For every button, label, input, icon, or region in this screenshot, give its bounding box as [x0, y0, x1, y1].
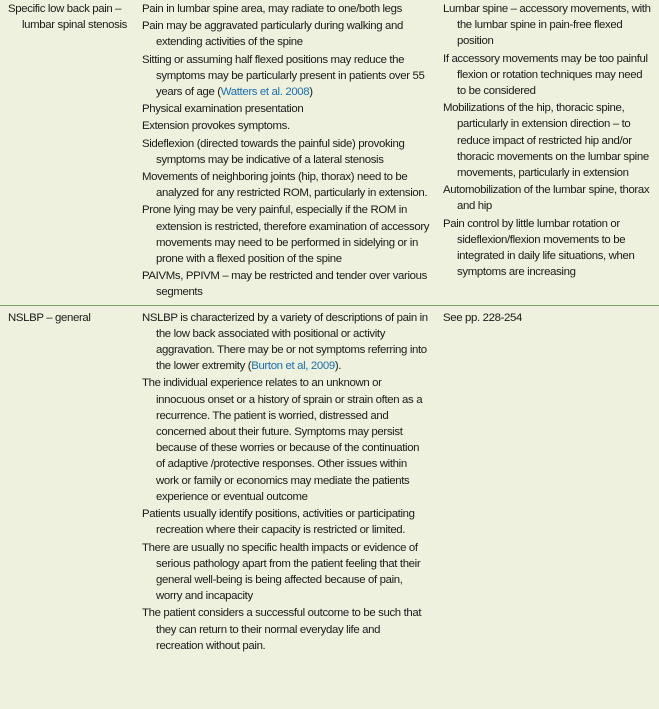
list-item: Patients usually identify positions, activities or participating recreation where their capacity is restricted or limited. [142, 508, 415, 537]
list-item: The individual experience relates to an unknown or innocuous onset or a history of sprain or strain often as a recurrence. The patient is worried, distressed and concerned about their future. Symptoms may persist because of these worries or because of the continuation of adaptive /protective responses. Other issues within work or family or economics may mediate the patients experience or eventual outcome [142, 377, 423, 503]
list-item: Mobilizations of the hip, thoracic spine, particularly in extension direction – to reduce impact of restricted hip and/or thoracic movements on the lumbar spine movements, particularly in extension [443, 102, 649, 180]
list-item: PAIVMs, PPIVM – may be restricted and tender over various segments [142, 270, 427, 299]
list-item: The patient considers a successful outcome to be such that they can return to their normal everyday life and recreation without pain. [142, 607, 422, 652]
list-item: Automobilization of the lumbar spine, thorax and hip [443, 184, 650, 213]
entry-text: NSLBP is characterized by a variety of descriptions of pain in the low back associated with positional or activity aggravation. There may be or not symptoms referring into the lower extremity ( [142, 311, 428, 373]
list-item: Extension provokes symptoms. [142, 120, 290, 133]
table-row [0, 0, 659, 305]
list-item: Physical examination presentation [142, 103, 304, 116]
list-item: Pain may be aggravated particularly during walking and extending activities of the spine [142, 20, 403, 49]
condition-cell [0, 0, 136, 305]
list-item: Prone lying may be very painful, especially if the ROM in extension is restricted, therefore examination of accessory movements may need to be performed in sidelying or in prone with a flexed position of the spine [142, 204, 430, 266]
condition-label: NSLBP – general [8, 311, 91, 324]
condition-cell [0, 305, 136, 655]
list-item: If accessory movements may be too painful flexion or rotation techniques may need to be considered [443, 52, 648, 98]
list-item: Movements of neighboring joints (hip, thorax) need to be analyzed for any restricted ROM, particularly in extension. [142, 171, 428, 200]
condition-label: Specific low back pain – lumbar spinal stenosis [8, 3, 127, 32]
presentation-cell [136, 0, 436, 305]
list-item: Pain control by little lumbar rotation or sideflexion/flexion movements to be integrated in daily life situations, when symptoms are increasing [443, 217, 635, 279]
list-item [142, 310, 430, 375]
list-item: Pain in lumbar spine area, may radiate to one/both legs [142, 3, 402, 15]
entry-text: Sitting or assuming half flexed positions may reduce the symptoms may be particularly present in patients over 55 years of age ( [142, 53, 425, 99]
table-row [0, 305, 659, 655]
list-item: Lumbar spine – accessory movements, with the lumbar spine in pain-free flexed position [443, 3, 651, 48]
management-cell [436, 0, 659, 305]
entry-text: ). [334, 360, 342, 373]
list-item [142, 52, 430, 101]
citation-link[interactable]: Burton et al, 2009 [251, 360, 335, 373]
citation-link[interactable]: Watters et al. 2008 [220, 86, 310, 99]
presentation-cell [136, 305, 436, 655]
list-item: See pp. 228-254 [443, 311, 522, 324]
management-cell [436, 305, 659, 655]
entry-text: ) [309, 86, 313, 99]
list-item: Sideflexion (directed towards the painful side) provoking symptoms may be indicative of a lateral stenosis [142, 137, 405, 166]
list-item: There are usually no specific health impacts or evidence of serious pathology apart from the patient feeling that their general well-being is being affected because of pain, worry and incapacity [142, 541, 421, 603]
